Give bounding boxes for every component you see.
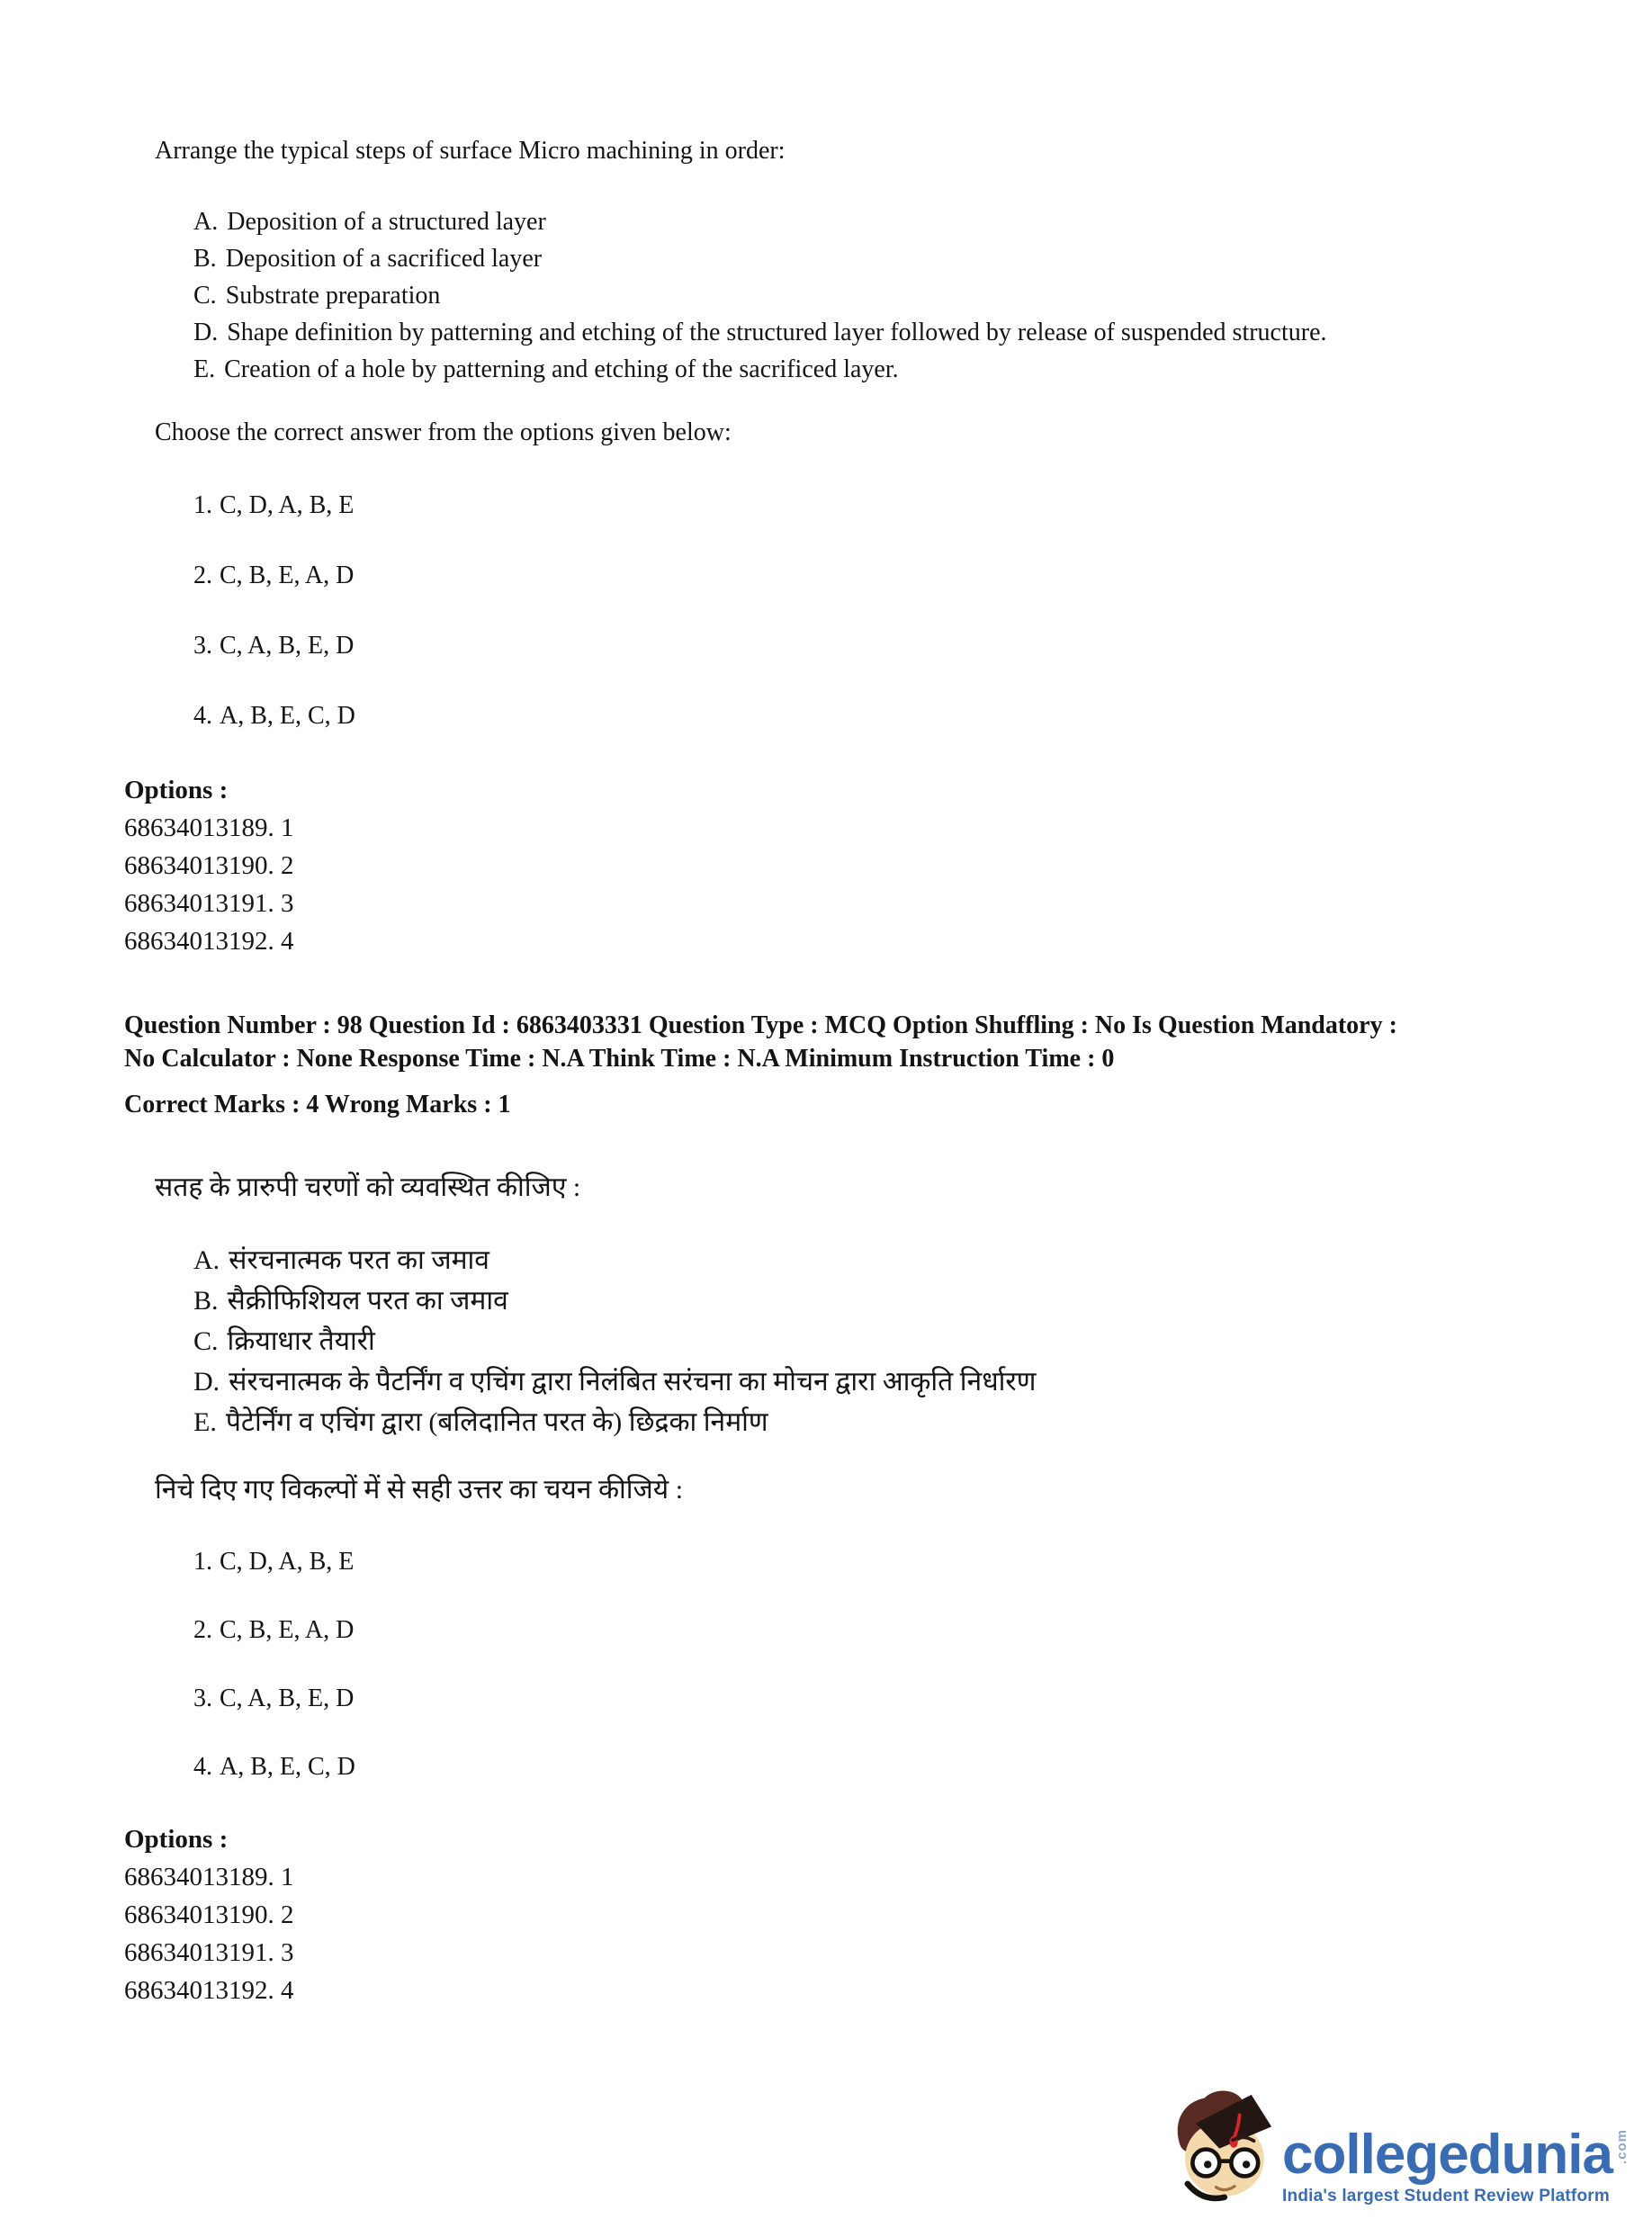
collegedunia-mascot-icon (1172, 2073, 1273, 2215)
step-label: C. (193, 282, 217, 310)
step-text: Substrate preparation (225, 282, 441, 310)
step-item-e (193, 1402, 1585, 1442)
option-id-1: 68634013189. 1 (124, 1863, 294, 1891)
answer-option-2 (193, 1615, 1589, 1646)
step-item-a (193, 1240, 1585, 1280)
option-id-3: 68634013191. 3 (124, 889, 294, 918)
step-item-c (193, 277, 1585, 314)
answer-option-1 (193, 1547, 1589, 1577)
step-item-e (193, 351, 1585, 388)
option-ids-block (124, 771, 1589, 960)
answer-number: 3. (193, 632, 212, 660)
question-text: Arrange the typical steps of surface Micro machining in order: (155, 137, 786, 165)
collegedunia-logo-text (1282, 2124, 1630, 2215)
option-id-2: 68634013190. 2 (124, 1900, 294, 1929)
step-list (193, 203, 1589, 388)
step-text: संरचनात्मक के पैटर्निंग व एचिंग द्वारा निलंबित सरंचना का मोचन द्वारा आकृति निर्धारण (229, 1367, 1037, 1397)
logo-tagline: India's largest Student Review Platform (1282, 2187, 1610, 2206)
step-label: B. (193, 1286, 219, 1316)
question-metadata (124, 1009, 1589, 1121)
step-text: पैटेर्निंग व एचिंग द्वारा (बलिदानित परत के) छिद्रका निर्माण (225, 1407, 768, 1437)
answer-option-4 (193, 1752, 1589, 1783)
question-block-hindi (124, 1166, 1589, 2009)
answer-option-2 (193, 561, 1589, 591)
option-ids-block-hindi (124, 1820, 1589, 2009)
answer-number: 1. (193, 1548, 212, 1576)
step-item-a (193, 203, 1585, 240)
step-text: सैक्रीफिशियल परत का जमाव (227, 1286, 508, 1316)
answer-text: A, B, E, C, D (220, 702, 355, 730)
answer-text: C, A, B, E, D (220, 1684, 355, 1712)
step-label: A. (193, 208, 219, 236)
step-text: Deposition of a structured layer (227, 208, 546, 236)
option-id-2: 68634013190. 2 (124, 851, 294, 880)
logo-tld: .com (1614, 2129, 1630, 2165)
metadata-marks: Correct Marks : 4 Wrong Marks : 1 (124, 1091, 511, 1118)
step-item-b (193, 240, 1585, 277)
question-block-english (124, 135, 1589, 960)
choose-instruction-hindi: निचे दिए गए विकल्पों में से सही उत्तर का चयन कीजिये : (155, 1475, 684, 1505)
step-text: Creation of a hole by patterning and etching of the sacrificed layer. (224, 355, 899, 383)
answer-text: C, B, E, A, D (220, 561, 355, 589)
logo-brand-name: collegedunia (1282, 2124, 1612, 2186)
metadata-line-2: No Calculator : None Response Time : N.A Think Time : N.A Minimum Instruction Time : 0 (124, 1045, 1115, 1073)
step-label: E. (193, 1407, 217, 1437)
step-label: B. (193, 245, 217, 273)
answer-list (193, 490, 1589, 732)
answer-number: 2. (193, 561, 212, 589)
collegedunia-logo (1172, 2073, 1629, 2215)
options-label: Options : (124, 1825, 229, 1854)
option-id-4: 68634013192. 4 (124, 927, 294, 956)
answer-text: C, D, A, B, E (220, 491, 355, 519)
step-text: संरचनात्मक परत का जमाव (229, 1245, 489, 1275)
step-label: D. (193, 319, 219, 346)
answer-list-hindi (193, 1547, 1589, 1783)
step-label: E. (193, 355, 216, 383)
step-label: A. (193, 1245, 220, 1275)
answer-option-1 (193, 490, 1589, 521)
choose-instruction: Choose the correct answer from the options given below: (155, 418, 732, 446)
answer-number: 3. (193, 1684, 212, 1712)
answer-number: 4. (193, 1753, 212, 1781)
question-text-hindi: सतह के प्रारुपी चरणों को व्यवस्थित कीजिए : (155, 1172, 581, 1202)
step-text: क्रियाधार तैयारी (227, 1326, 375, 1356)
answer-number: 2. (193, 1616, 212, 1644)
step-item-b (193, 1280, 1585, 1321)
answer-text: A, B, E, C, D (220, 1753, 355, 1781)
answer-option-3 (193, 1684, 1589, 1714)
metadata-line-1: Question Number : 98 Question Id : 6863403331 Question Type : MCQ Option Shuffling : No Is Question Mandatory : (124, 1011, 1397, 1039)
step-item-d (193, 314, 1585, 351)
option-id-1: 68634013189. 1 (124, 813, 294, 842)
answer-text: C, D, A, B, E (220, 1548, 355, 1576)
step-label: C. (193, 1326, 219, 1356)
answer-text: C, A, B, E, D (220, 632, 355, 660)
step-label: D. (193, 1367, 220, 1397)
step-text: Shape definition by patterning and etching of the structured layer followed by release of suspended structure. (227, 319, 1327, 346)
option-id-3: 68634013191. 3 (124, 1938, 294, 1967)
step-item-c (193, 1321, 1585, 1361)
answer-number: 1. (193, 491, 212, 519)
answer-number: 4. (193, 702, 212, 730)
answer-option-4 (193, 701, 1589, 732)
answer-option-3 (193, 631, 1589, 661)
answer-text: C, B, E, A, D (220, 1616, 355, 1644)
step-text: Deposition of a sacrificed layer (225, 245, 543, 273)
options-label: Options : (124, 776, 229, 804)
step-list-hindi (193, 1240, 1589, 1442)
step-item-d (193, 1361, 1585, 1402)
option-id-4: 68634013192. 4 (124, 1976, 294, 2005)
